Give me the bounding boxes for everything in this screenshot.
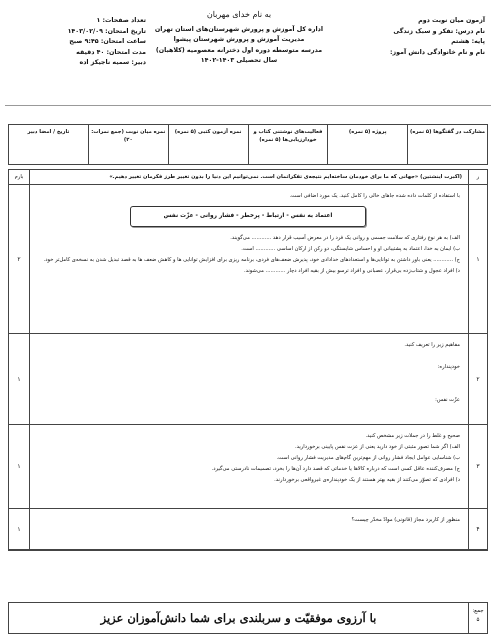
question-score: ۱ — [9, 509, 30, 549]
question-number: ۱ — [468, 185, 487, 333]
exam-title: آزمون میان نوبت دوم — [418, 17, 485, 24]
exam-date: تاریخ امتحان: ۱۴۰۳/۰۲/۰۹ — [67, 27, 146, 35]
fill-blank-a[interactable]: الف) به هر نوع رفتاری که سلامت جسمی و روانی یک فرد را در معرض آسیب قرار دهد ............ می‌گویند. — [230, 235, 460, 241]
question-body — [30, 334, 468, 424]
total-label: جمع: — [472, 608, 484, 614]
question-score: ۱ — [9, 425, 30, 508]
question-prompt: با استفاده از کلمات داده شده جاهای خالی را کامل کنید. یک مورد اضافی است. — [289, 193, 460, 199]
question-score: ۲ — [9, 185, 30, 333]
grades-table — [8, 124, 488, 165]
exam-footer — [8, 602, 488, 634]
header-left — [11, 16, 146, 69]
fill-blank-d[interactable]: د) افراد عجول و شتاب‌زده بی‌قرار، عصبانی و افراد ترسو بیش از بقیه افراد دچار ............ می‌شوند. — [243, 268, 460, 274]
header-line-1: اداره کل آموزش و پرورش شهرستان‌های استان تهران — [154, 25, 324, 33]
header-line-4: سال تحصیلی ۱۴۰۳-۱۴۰۲ — [200, 57, 278, 64]
question-prompt: مفاهیم زیر را تعریف کنید. — [404, 342, 460, 348]
question-row — [9, 509, 487, 550]
question-prompt: صحیح و غلط را در جملات زیر مشخص کنید. — [365, 433, 460, 439]
question-score: ۱ — [9, 334, 30, 424]
true-false-c[interactable]: ج) مصرف‌کننده عاقل کسی است که درباره کالاها یا خدماتی که قصد دارد آن‌ها را بخرد، تصمیمات نادرستی می‌گیرد. — [211, 466, 460, 472]
subject: نام درس: تفکر و سبک زندگی — [393, 27, 485, 35]
question-body — [30, 509, 468, 549]
column-score: بارم — [9, 170, 30, 184]
questions-table — [8, 169, 488, 551]
closing-wish: با آرزوی موفقیّت و سربلندی برای شما دانش‌آموزان عزیز — [100, 611, 377, 625]
question-number: ۲ — [468, 334, 487, 424]
question-number: ۳ — [468, 425, 487, 508]
questions-header — [9, 170, 487, 185]
definition-self-esteem[interactable]: عزّت نفس: — [435, 397, 460, 403]
fill-blank-b[interactable]: ب) ایمان به خدا، اعتماد به پشتیبانی او و احساس شایستگی، دو رکن از ارکان اساسی ............ است. — [241, 246, 460, 252]
definition-self-concept[interactable]: خودپنداره: — [437, 364, 460, 370]
header-middle — [149, 10, 329, 67]
grade-cell-participation[interactable]: مشارکت در گفتگوها (۵ نمره) — [407, 125, 487, 164]
bismillah: به نام خدای مهربان — [206, 10, 272, 19]
question-row — [9, 334, 487, 425]
word-bank: اعتماد به نفس - ارتباط - پرخطر - فشار روانی - عزّت نفس — [130, 206, 366, 227]
column-number: ر — [468, 170, 487, 184]
question-prompt[interactable]: منظور از کاربرد مجاز (قانونی) موادّ مخدّر چیست؟ — [351, 517, 460, 523]
exam-duration: مدت امتحان: ۴۰ دقیقه — [76, 48, 146, 56]
total-value: ۵ — [476, 617, 480, 623]
page-count: تعداد صفحات: ۱ — [96, 17, 146, 24]
exam-header — [5, 6, 491, 106]
header-line-2: مدیریت آموزش و پرورش شهرستان پیشوا — [173, 36, 305, 43]
fill-blank-c[interactable]: ج) ............ یعنی باور داشتن به توانایی‌ها و استعدادهای خدادادی خود، پذیرش ضعف‌های فردی، برنامه ریزی برای افزایش توانایی ها و کاهش ضعف ها به قصد تبدیل شدن به نسخه‌ی کامل‌تر خود. — [43, 257, 460, 263]
true-false-b[interactable]: ب) شناسایی عوامل ایجاد فشار روانی از مهم‌ترین گام‌های مدیریت فشار روانی است. — [276, 455, 460, 461]
question-row — [9, 185, 487, 334]
student-name-field[interactable]: نام و نام خانوادگی دانش آموز: — [389, 48, 485, 56]
einstein-quote: (اکبرت اینشتین) «جهانی که ما برای خودمان ساخته‌ایم نتیجه‌ی تفکراتمان است. نمی‌توانیم این دنیا را بدون تغییر طرز فکرمان تغییر دهیم.» — [109, 174, 462, 180]
true-false-a[interactable]: الف) اگر شما تصور مثبتی از خود دارید یعنی از عزت نفس پایینی برخوردارید. — [294, 444, 460, 450]
question-body — [30, 185, 468, 333]
true-false-d[interactable]: د) افرادی که تصوّر می‌کنند از بقیه بهتر هستند از یک خودپنداره‌ی غیرواقعی برخوردارند. — [274, 477, 460, 483]
grade-cell-written-exam[interactable]: نمره آزمون کتبی (۵ نمره) — [168, 125, 248, 164]
total-score — [468, 603, 487, 633]
grade-cell-midterm-total[interactable]: نمره میان نوبت (جمع نمرات: ۲۰) — [88, 125, 168, 164]
question-row — [9, 425, 487, 509]
grade-cell-project[interactable]: پروژه (۵ نمره) — [327, 125, 407, 164]
header-line-3: مدرسه متوسطه دوره اول دخترانه معصومیه (کلاهبان) — [155, 46, 323, 54]
question-body — [30, 425, 468, 508]
exam-time: ساعت امتحان: ۹:۴۵ صبح — [69, 38, 146, 45]
question-number: ۴ — [468, 509, 487, 549]
teacher-name: دبیر: سمیه ناجیکز اده — [79, 59, 146, 66]
grade: پایه: هشتم — [451, 38, 485, 45]
grade-cell-teacher-signature[interactable]: تاریخ / امضا دبیر — [27, 129, 70, 135]
header-right — [335, 16, 485, 58]
grade-cell-written-activities[interactable]: فعالیت‌های نوشتنی کتاب و خودارزیابی‌ها (۵ نمره) — [248, 125, 328, 164]
